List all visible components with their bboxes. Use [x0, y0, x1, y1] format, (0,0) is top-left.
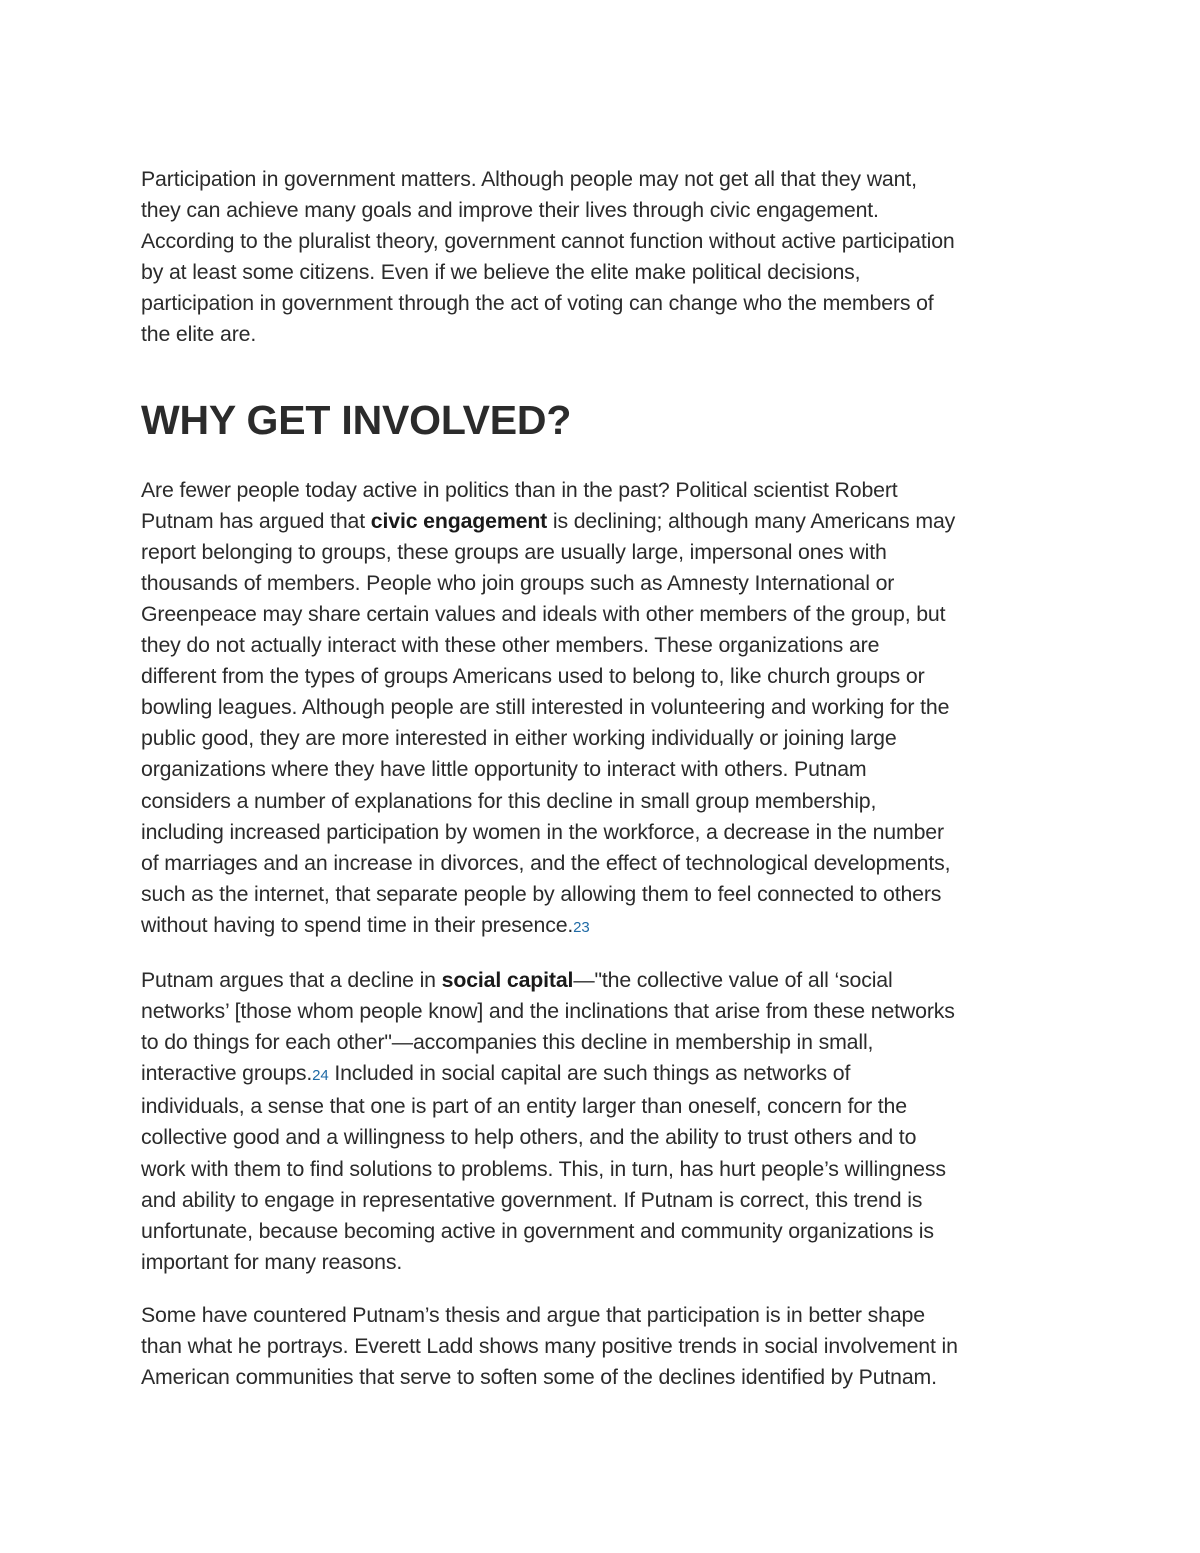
text-line: of marriages and an increase in divorces, and the effect of technological developments, [141, 850, 951, 875]
text-line: According to the pluralist theory, government cannot function without active participation [141, 229, 955, 254]
text-line [141, 965, 1070, 996]
text-line: work with them to find solutions to problems. This, in turn, has hurt people’s willingness [141, 1156, 946, 1181]
text-line: Greenpeace may share certain values and ideals with other members of the group, but [141, 601, 946, 626]
text-line: Participation in government matters. Although people may not get all that they want, [141, 167, 917, 191]
text-line: thousands of members. People who join groups such as Amnesty International or [141, 570, 895, 595]
text-line: collective good and a willingness to help others, and the ability to trust others and to [141, 1125, 917, 1150]
text-line [141, 506, 1070, 537]
text-line: by at least some citizens. Even if we believe the elite make political decisions, [141, 260, 861, 285]
social-capital-paragraph [141, 965, 1070, 1278]
text-line: organizations where they have little opportunity to interact with others. Putnam [141, 757, 867, 782]
section-heading: WHY GET INVOLVED? [141, 396, 572, 443]
text-line: report belonging to groups, these groups are usually large, impersonal ones with [141, 539, 887, 564]
text-line: American communities that serve to soften some of the declines identified by Putnam. [141, 1365, 937, 1390]
text-line: including increased participation by women in the workforce, a decrease in the number [141, 819, 944, 844]
text-run: is declining; although many Americans may [547, 508, 956, 533]
text-line: important for many reasons. [141, 1249, 403, 1274]
footnote-link-24[interactable]: 24 [312, 1067, 329, 1085]
text-line [141, 910, 1070, 943]
text-line [141, 1058, 1070, 1091]
text-line: participation in government through the act of voting can change who the members of [141, 291, 934, 316]
text-line: the elite are. [141, 322, 257, 347]
text-run: without having to spend time in their presence. [141, 912, 574, 937]
text-line: they can achieve many goals and improve their lives through civic engagement. [141, 198, 879, 223]
intro-paragraph [141, 164, 1070, 351]
text-run: —"the collective value of all ‘social [573, 967, 893, 992]
text-line: Some have countered Putnam’s thesis and argue that participation is in better shape [141, 1302, 925, 1327]
text-line: considers a number of explanations for this decline in small group membership, [141, 788, 877, 813]
text-line: bowling leagues. Although people are still interested in volunteering and working for the [141, 695, 950, 720]
text-line: networks’ [those whom people know] and the inclinations that arise from these networks [141, 999, 955, 1024]
text-line: different from the types of groups Americans used to belong to, like church groups or [141, 664, 925, 689]
text-run: Putnam has argued that [141, 508, 371, 533]
text-line: and ability to engage in representative government. If Putnam is correct, this trend is [141, 1187, 923, 1212]
text-line: to do things for each other"—accompanies this decline in membership in small, [141, 1030, 874, 1055]
text-line: unfortunate, because becoming active in government and community organizations is [141, 1218, 934, 1243]
counterargument-paragraph [141, 1300, 1070, 1393]
text-line: they do not actually interact with these other members. These organizations are [141, 633, 880, 658]
term-social-capital: social capital [441, 967, 574, 992]
text-line: public good, they are more interested in either working individually or joining large [141, 726, 897, 751]
text-line: such as the internet, that separate people by allowing them to feel connected to others [141, 881, 942, 906]
text-line: individuals, a sense that one is part of an entity larger than oneself, concern for the [141, 1094, 907, 1119]
text-run: Included in social capital are such things as networks of [328, 1061, 851, 1086]
text-run: Putnam argues that a decline in [141, 967, 442, 992]
text-line: than what he portrays. Everett Ladd shows many positive trends in social involvement in [141, 1334, 958, 1358]
text-run: interactive groups. [141, 1061, 313, 1086]
civic-engagement-paragraph [141, 475, 1070, 943]
footnote-link-23[interactable]: 23 [573, 918, 590, 936]
term-civic-engagement: civic engagement [370, 508, 548, 533]
text-line: Are fewer people today active in politics than in the past? Political scientist Robert [141, 477, 898, 502]
